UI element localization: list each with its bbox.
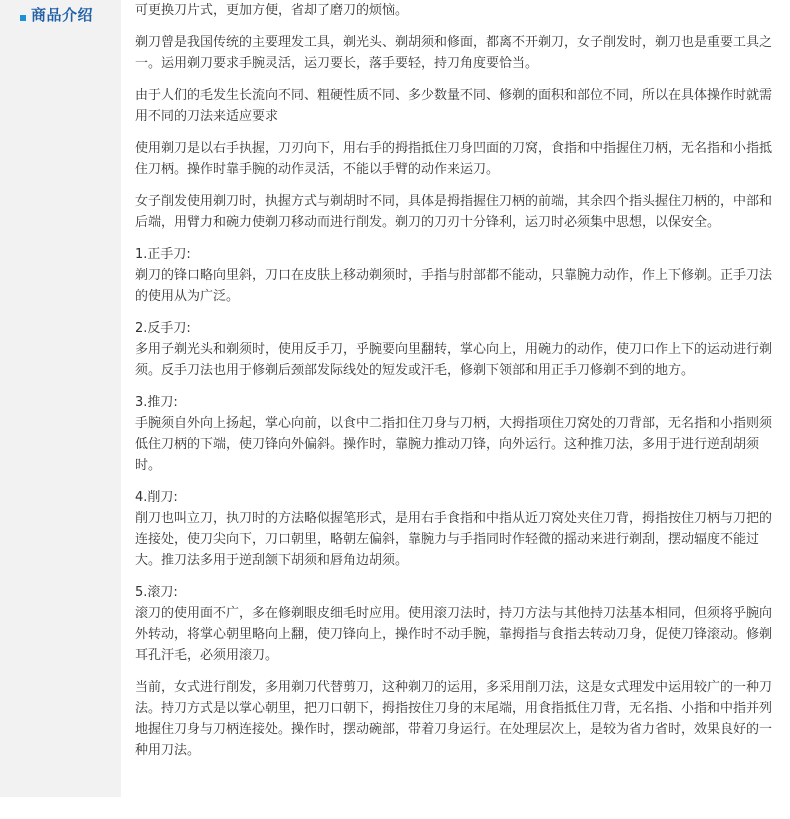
technique-text: 手腕须自外向上扬起，掌心向前，以食中二指扣住刀身与刀柄，大拇指项住刀窝处的刀背部，无名指和小指则须低住刀柄的下端，使刀锋向外偏斜。操作时，靠腕力推动刀锋，向外运行。这种推刀法，多用于进行逆刮胡须时。 bbox=[135, 416, 773, 473]
paragraph-holding: 使用剃刀是以右手执握，刀刃向下，用右手的拇指抵住刀身凹面的刀窝，食指和中指握住刀柄，无名指和小指抵住刀柄。操作时靠手腕的动作灵活，不能以手臂的动作来运刀。 bbox=[135, 141, 773, 177]
technique-block bbox=[135, 318, 775, 381]
bullet-square-icon bbox=[20, 15, 26, 21]
sidebar-panel bbox=[0, 0, 121, 797]
technique-text: 剃刀的锋口略向里斜，刀口在皮肤上移动剃须时，手指与肘部都不能动，只靠腕力动作，作上下修剃。正手刀法的使用从为广泛。 bbox=[135, 268, 773, 304]
technique-text: 多用子剃光头和剃须时，使用反手刀，乎腕要向里翻转，掌心向上，用碗力的动作，使刀口作上下的运动进行剃须。反手刀法也用于修剃后颈部发际线处的短发或汗毛，修剃下领部和用正手刀修剃不到的地方。 bbox=[135, 342, 773, 378]
technique-text: 削刀也叫立刀，执刀时的方法略似握笔形式，是用右手食指和中指从近刀窝处夹住刀背，拇指按住刀柄与刀把的连接处，使刀尖向下，刀口朝里，略朝左偏斜，靠腕力与手指同时作轻微的摇动来进行剃刮，摆动辐度不能过大。推刀法多用于逆刮颔下胡须和唇角边胡须。 bbox=[135, 511, 773, 568]
technique-block bbox=[135, 244, 775, 307]
technique-heading: 3.推刀: bbox=[135, 395, 178, 410]
technique-heading: 1.正手刀: bbox=[135, 247, 191, 262]
technique-heading: 2.反手刀: bbox=[135, 321, 191, 336]
technique-text: 滚刀的使用面不广，多在修剃眼皮细毛时应用。使用滚刀法时，持刀方法与其他持刀法基本相同，但须将乎腕向外转动，将掌心朝里略向上翻，使刀锋向上，操作时不动手腕，靠拇指与食指去转动刀身，促使刀锋滚动。修剃耳孔汗毛，必须用滚刀。 bbox=[135, 606, 773, 663]
technique-block bbox=[135, 487, 775, 571]
closing-paragraph: 当前，女式进行削发，多用剃刀代替剪刀，这种剃刀的运用，多采用削刀法，这是女式理发中运用较广的一种刀法。持刀方式是以掌心朝里，把刀口朝下，拇指按住刀身的末尾端，用食指抵住刀背，无名指、小指和中指并列地握住刀身与刀柄连接处。操作时，摆动碗部，带着刀身运行。在处理层次上，是较为省力省时，效果良好的一种用刀法。 bbox=[135, 680, 773, 758]
paragraph-women-cut: 女子削发使用剃刀时，执握方式与剃胡时不同，具体是拇指握住刀柄的前端，其余四个指头握住刀柄的，中部和后端，用臂力和碗力使剃刀移动而进行削发。剃刀的刀刃十分锋利，运刀时必须集中思想，以保安全。 bbox=[135, 194, 773, 230]
product-description bbox=[135, 0, 775, 805]
section-header bbox=[20, 4, 93, 25]
technique-heading: 5.滚刀: bbox=[135, 585, 178, 600]
intro-paragraph: 可更换刀片式，更加方便，省却了磨刀的烦恼。 bbox=[135, 3, 409, 18]
paragraph-razor-tool: 剃刀曾是我国传统的主要理发工具，剃光头、剃胡须和修面，都离不开剃刀，女子削发时，剃刀也是重要工具之一。运用剃刀要求手腕灵活，运刀要长，落手要轻，持刀角度要恰当。 bbox=[135, 35, 773, 71]
technique-block bbox=[135, 392, 775, 476]
technique-heading: 4.削刀: bbox=[135, 490, 178, 505]
paragraph-hair-growth: 由于人们的毛发生长流向不同、粗硬性质不同、多少数量不同、修剃的面积和部位不同，所以在具体操作时就需用不同的刀法来适应要求 bbox=[135, 88, 773, 124]
technique-block bbox=[135, 582, 775, 666]
section-title: 商品介绍 bbox=[31, 6, 94, 24]
